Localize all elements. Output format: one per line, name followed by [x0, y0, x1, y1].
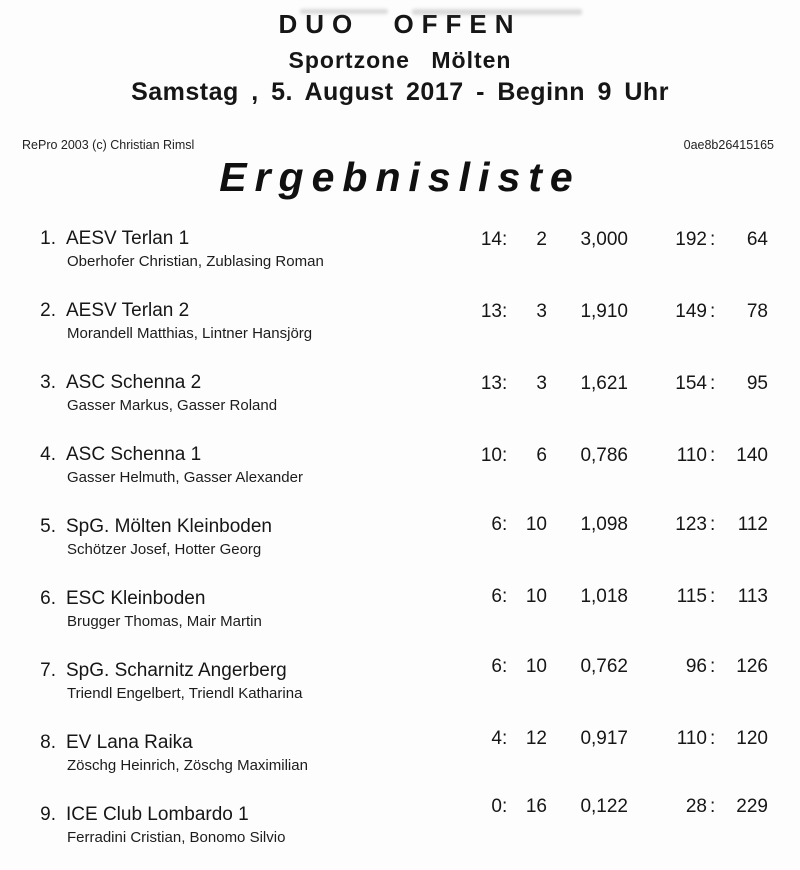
score-separator: : — [710, 514, 716, 535]
score-separator: : — [710, 229, 716, 250]
games-lost: 10 — [525, 514, 547, 535]
result-row — [0, 228, 800, 274]
score-separator: : — [710, 373, 716, 394]
row-values — [0, 727, 800, 751]
stock-points-for: 192 — [675, 229, 707, 250]
result-row — [0, 516, 800, 562]
software-credit: RePro 2003 (c) Christian Rimsl — [22, 138, 195, 152]
stock-points-for: 110 — [676, 728, 707, 749]
event-title: DUO OFFEN — [278, 9, 522, 39]
quote-value: 1,910 — [580, 301, 628, 322]
player-names: Oberhofer Christian, Zublasing Roman — [67, 253, 324, 270]
score-separator: : — [710, 796, 716, 817]
row-values — [0, 513, 800, 537]
player-names: Triendl Engelbert, Triendl Katharina — [67, 685, 303, 702]
team-name: ICE Club Lombardo 1 — [66, 804, 249, 825]
stock-points-against: 112 — [737, 514, 768, 535]
stock-points-for: 96 — [685, 656, 707, 677]
score-separator: : — [710, 301, 716, 322]
meta-row — [0, 138, 800, 152]
score-separator: : — [502, 796, 508, 817]
row-values — [0, 795, 800, 819]
team-name: SpG. Scharnitz Angerberg — [66, 660, 287, 681]
result-row — [0, 588, 800, 634]
scan-artifact — [412, 9, 582, 15]
quote-value: 0,122 — [580, 796, 628, 817]
stock-points-for: 115 — [676, 586, 707, 607]
row-values — [0, 444, 800, 468]
team-name: ESC Kleinboden — [66, 588, 206, 609]
quote-value: 1,621 — [580, 373, 628, 394]
score-separator: : — [502, 514, 508, 535]
team-name: AESV Terlan 2 — [66, 300, 190, 321]
team-name: AESV Terlan 1 — [66, 228, 190, 249]
player-names: Morandell Matthias, Lintner Hansjörg — [67, 325, 313, 342]
rank-number: 4. — [40, 444, 56, 465]
stock-points-against: 78 — [746, 301, 768, 322]
stock-points-against: 140 — [736, 445, 768, 466]
games-won: 14 — [480, 229, 502, 250]
score-separator: : — [502, 301, 508, 322]
games-lost: 12 — [525, 728, 547, 749]
result-row — [0, 656, 800, 706]
games-lost: 2 — [536, 229, 547, 250]
stock-points-against: 113 — [737, 586, 768, 607]
quote-value: 3,000 — [580, 229, 628, 250]
document-code: 0ae8b26415165 — [683, 138, 774, 152]
row-values — [0, 585, 800, 609]
rank-number: 6. — [40, 588, 56, 609]
team-name: SpG. Mölten Kleinboden — [66, 516, 272, 537]
list-title: Ergebnisliste — [219, 154, 581, 200]
score-separator: : — [502, 728, 508, 749]
result-row — [0, 300, 800, 346]
results-list — [0, 228, 800, 850]
rank-number: 9. — [40, 804, 56, 825]
score-separator: : — [710, 445, 716, 466]
stock-points-for: 154 — [675, 373, 707, 394]
player-names: Zöschg Heinrich, Zöschg Maximilian — [67, 757, 308, 774]
stock-points-against: 120 — [736, 728, 768, 749]
score-separator: : — [502, 373, 508, 394]
scan-artifact — [300, 9, 388, 14]
stock-points-against: 95 — [746, 373, 768, 394]
player-names: Gasser Helmuth, Gasser Alexander — [67, 469, 303, 486]
team-name: ASC Schenna 2 — [66, 372, 202, 393]
result-row — [0, 372, 800, 418]
score-separator: : — [710, 656, 716, 677]
stock-points-against: 126 — [736, 656, 768, 677]
rank-number: 3. — [40, 372, 56, 393]
result-row — [0, 728, 800, 778]
stock-points-for: 149 — [675, 301, 707, 322]
stock-points-for: 28 — [685, 796, 707, 817]
quote-value: 0,762 — [580, 656, 628, 677]
venue-name: Sportzone Mölten — [288, 47, 512, 73]
player-names: Brugger Thomas, Mair Martin — [67, 613, 262, 630]
team-name: EV Lana Raika — [66, 732, 193, 753]
games-lost: 6 — [536, 445, 547, 466]
result-row — [0, 796, 800, 850]
score-separator: : — [710, 728, 716, 749]
score-separator: : — [502, 229, 508, 250]
results-document — [0, 9, 800, 870]
games-lost: 10 — [525, 586, 547, 607]
games-lost: 3 — [536, 373, 547, 394]
games-lost: 3 — [536, 301, 547, 322]
event-date-line: Samstag , 5. August 2017 - Beginn 9 Uhr — [131, 78, 669, 106]
stock-points-for: 110 — [676, 445, 707, 466]
quote-value: 1,018 — [580, 586, 628, 607]
score-separator: : — [502, 656, 508, 677]
stock-points-for: 123 — [675, 514, 707, 535]
row-values — [0, 655, 800, 679]
games-won: 0 — [491, 796, 502, 817]
player-names: Schötzer Josef, Hotter Georg — [67, 541, 262, 558]
player-names: Ferradini Cristian, Bonomo Silvio — [67, 829, 286, 846]
result-row — [0, 444, 800, 490]
quote-value: 0,786 — [580, 445, 628, 466]
row-values — [0, 300, 800, 324]
stock-points-against: 64 — [746, 229, 768, 250]
games-won: 13 — [480, 373, 502, 394]
rank-number: 2. — [40, 300, 56, 321]
games-won: 13 — [480, 301, 502, 322]
rank-number: 5. — [40, 516, 56, 537]
games-won: 6 — [491, 514, 502, 535]
rank-number: 8. — [40, 732, 56, 753]
quote-value: 1,098 — [580, 514, 628, 535]
score-separator: : — [710, 586, 716, 607]
games-won: 4 — [491, 728, 502, 749]
games-won: 10 — [480, 445, 502, 466]
games-lost: 16 — [525, 796, 547, 817]
stock-points-against: 229 — [736, 796, 768, 817]
score-separator: : — [502, 445, 508, 466]
games-won: 6 — [491, 656, 502, 677]
games-won: 6 — [491, 586, 502, 607]
score-separator: : — [502, 586, 508, 607]
quote-value: 0,917 — [580, 728, 628, 749]
row-values — [0, 228, 800, 252]
row-values — [0, 372, 800, 396]
games-lost: 10 — [525, 656, 547, 677]
rank-number: 7. — [40, 660, 56, 681]
rank-number: 1. — [40, 228, 56, 249]
team-name: ASC Schenna 1 — [66, 444, 202, 465]
player-names: Gasser Markus, Gasser Roland — [67, 397, 278, 414]
